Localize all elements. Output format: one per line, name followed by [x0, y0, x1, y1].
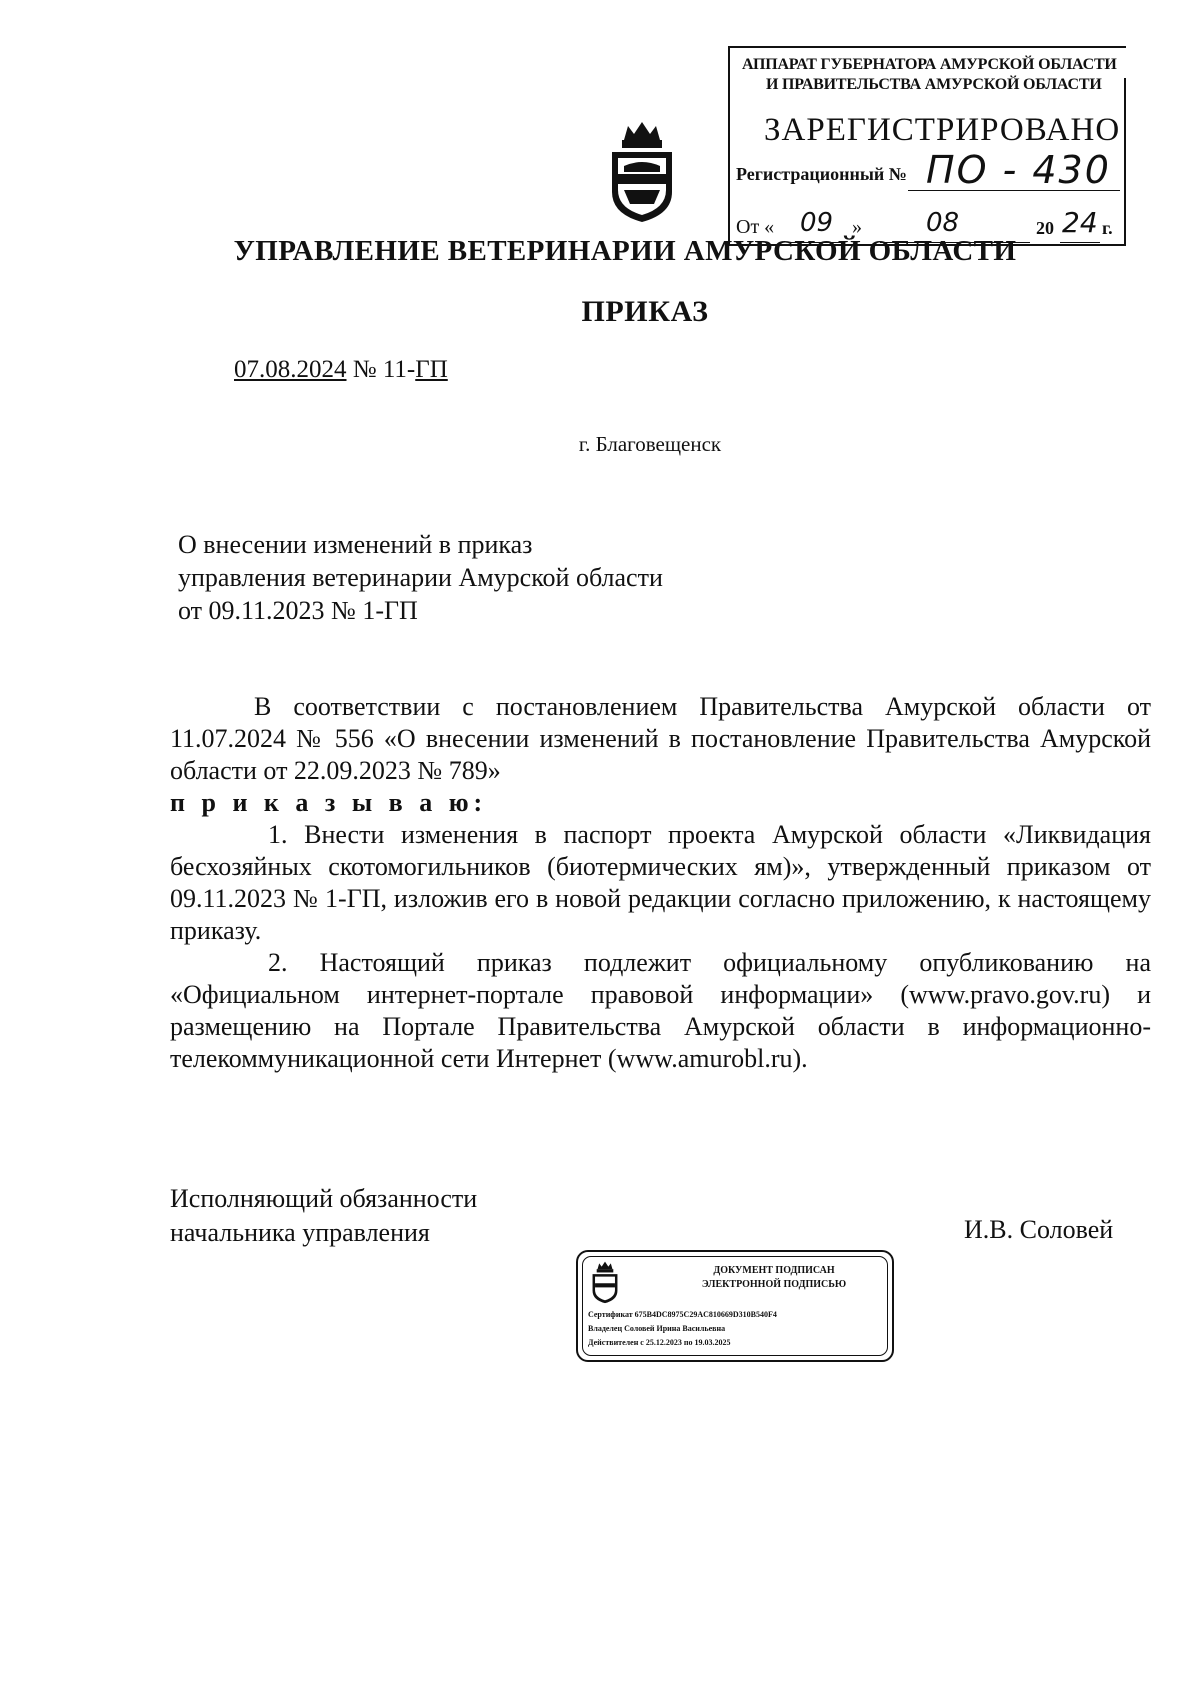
esig-validity: Действителен с 25.12.2023 по 19.03.2025 [588, 1338, 731, 1347]
stamp-year-prefix: 20 [1036, 218, 1054, 238]
subject-line: управления ветеринарии Амурской области [178, 563, 663, 592]
signer-position-line: Исполняющий обязанности [170, 1184, 478, 1213]
preamble-paragraph: В соответствии с постановлением Правительства Амурской области от 11.07.2024 № 556 «О внесении изменений в постановление Правительства Амурской области от 22.09.2023 № 789» [170, 692, 1151, 785]
signer-name: И.В. Соловей [964, 1215, 1114, 1244]
stamp-quote-close: » [852, 216, 862, 238]
order-word: п р и к а з ы в а ю: [170, 788, 488, 817]
subject-line: О внесении изменений в приказ [178, 530, 533, 559]
stamp-day: 09 [800, 208, 834, 238]
stamp-line2: И ПРАВИТЕЛЬСТВА АМУРСКОЙ ОБЛАСТИ [766, 76, 1102, 93]
organization-title: УПРАВЛЕНИЕ ВЕТЕРИНАРИИ АМУРСКОЙ ОБЛАСТИ [233, 235, 1017, 267]
order-date-number [234, 356, 448, 384]
registration-stamp [728, 46, 1126, 246]
esig-owner: Владелец Соловей Ирина Васильевна [588, 1324, 726, 1333]
stamp-month: 08 [926, 208, 960, 238]
subject-line: от 09.11.2023 № 1-ГП [178, 596, 418, 625]
stamp-year: 24 [1062, 206, 1098, 239]
order-date: 07.08.2024 [234, 356, 347, 383]
amur-coat-of-arms-icon [588, 1260, 622, 1304]
electronic-signature-stamp [576, 1250, 894, 1362]
order-body [170, 691, 1151, 1075]
signer-position [170, 1182, 477, 1250]
city: г. Благовещенск [578, 432, 722, 456]
order-item-2: 2. Настоящий приказ подлежит официальному опубликованию на «Официальном интернет-портале правовой информации» (www.pravo.gov.ru) и размещению на Портале Правительства Амурской области в информационно-телекоммуникационной сети Интернет (www.amurobl.ru). [170, 948, 1151, 1073]
amur-coat-of-arms-icon [606, 118, 678, 224]
stamp-from-label: От « [736, 216, 775, 238]
stamp-year-suffix: г. [1102, 218, 1113, 238]
stamp-line1: АППАРАТ ГУБЕРНАТОРА АМУРСКОЙ ОБЛАСТИ [742, 56, 1117, 73]
order-number: № 11- [352, 356, 416, 383]
esig-heading: ДОКУМЕНТ ПОДПИСАН [713, 1265, 835, 1276]
order-subject [178, 528, 663, 627]
stamp-border-right [1124, 78, 1126, 246]
signer-position-line: начальника управления [170, 1218, 430, 1247]
stamp-reg-number: ПО - 430 [926, 148, 1111, 192]
esig-heading: ЭЛЕКТРОННОЙ ПОДПИСЬЮ [701, 1279, 847, 1290]
order-item-1: 1. Внести изменения в паспорт проекта Амурской области «Ликвидация бесхозяйных скотомогильников (биотермических ям)», утвержденный приказом от 09.11.2023 № 1-ГП, изложив его в новой редакции согласно приложению, к настоящему приказу. [170, 820, 1151, 945]
order-number-suffix: ГП [415, 356, 448, 383]
stamp-title: ЗАРЕГИСТРИРОВАНО [764, 112, 1121, 148]
stamp-reg-label: Регистрационный № [736, 164, 907, 184]
esig-certificate: Сертификат 675B4DC8975C29AC810669D310B540F4 [588, 1310, 777, 1319]
document-type: ПРИКАЗ [581, 295, 709, 328]
